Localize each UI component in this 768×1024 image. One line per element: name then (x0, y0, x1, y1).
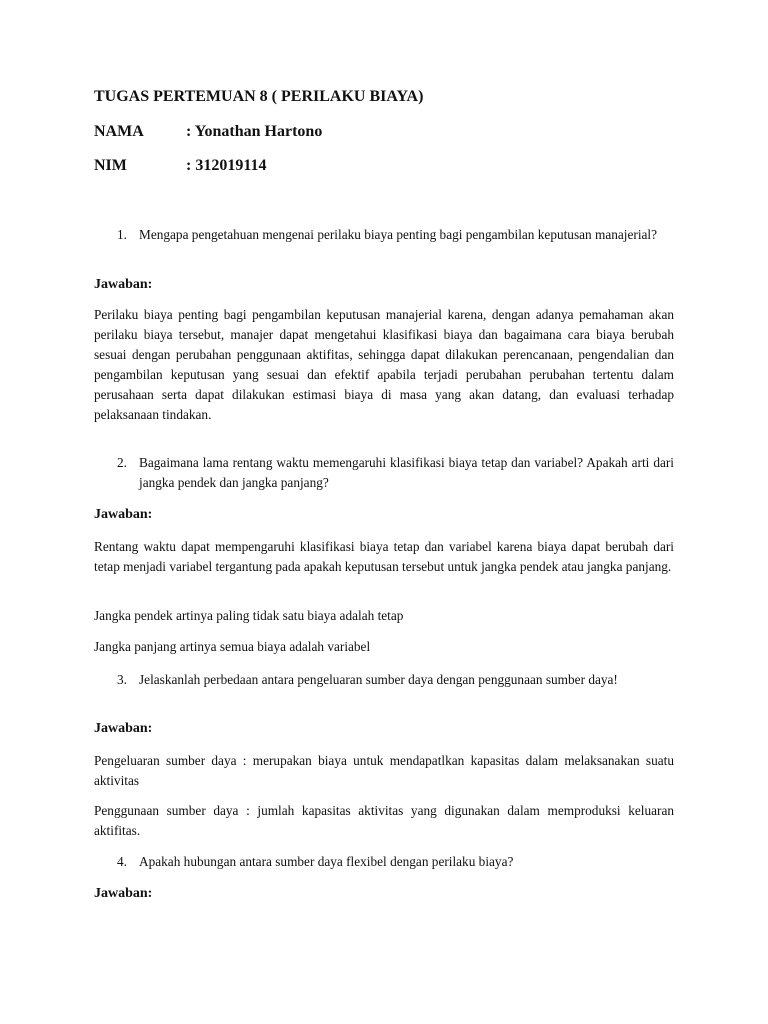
answer-paragraph: Jangka pendek artinya paling tidak satu biaya adalah tetap (94, 608, 404, 623)
question-number: 2. (117, 455, 127, 470)
answer-paragraph: Rentang waktu dapat mempengaruhi klasifikasi biaya tetap dan variabel karena biaya dapat berubah dari tetap menjadi variabel tergantung pada apakah keputusan tersebut untuk jangka pendek atau jangka panjang. (94, 539, 674, 574)
nama-label: NAMA (94, 123, 144, 140)
answer-paragraph: Penggunaan sumber daya : jumlah kapasitas aktivitas yang digunakan dalam memproduksi keluaran aktifitas. (94, 803, 674, 838)
nim-label: NIM (94, 157, 127, 174)
nim-value: : 312019114 (186, 157, 267, 174)
question-text: Jelaskanlah perbedaan antara pengeluaran sumber daya dengan penggunaan sumber daya! (139, 672, 618, 687)
question-text: Apakah hubungan antara sumber daya flexibel dengan perilaku biaya? (139, 854, 514, 869)
question-1 (117, 225, 674, 245)
question-3 (117, 670, 674, 690)
question-text: Mengapa pengetahuan mengenai perilaku biaya penting bagi pengambilan keputusan manajerial? (139, 227, 658, 242)
document-title: TUGAS PERTEMUAN 8 ( PERILAKU BIAYA) (94, 88, 424, 105)
answer-label: Jawaban: (94, 277, 153, 292)
answer-label: Jawaban: (94, 721, 153, 736)
nama-value: : Yonathan Hartono (186, 123, 323, 140)
answer-label: Jawaban: (94, 886, 153, 901)
question-number: 4. (117, 854, 127, 869)
answer-label: Jawaban: (94, 507, 153, 522)
question-2 (117, 453, 674, 493)
question-number: 3. (117, 672, 127, 687)
answer-paragraph: Pengeluaran sumber daya : merupakan biaya untuk mendapatlkan kapasitas dalam melaksanakan suatu aktivitas (94, 753, 674, 788)
question-number: 1. (117, 227, 127, 242)
answer-paragraph: Perilaku biaya penting bagi pengambilan keputusan manajerial karena, dengan adanya pemahaman akan perilaku biaya tersebut, manajer dapat mengetahui klasifikasi biaya dan bagaimana cara biaya berubah sesuai dengan perubahan penggunaan aktifitas, sehingga dapat dilakukan perencanaan, pengendalian dan pengambilan keputusan yang sesuai dan efektif apabila terjadi perubahan perubahan tertentu dalam perusahaan serta dapat dilakukan estimasi biaya di masa yang akan datang, dan evaluasi terhadap pelaksanaan tindakan. (94, 307, 674, 422)
question-text: Bagaimana lama rentang waktu memengaruhi klasifikasi biaya tetap dan variabel? Apakah arti dari jangka pendek dan jangka panjang? (139, 455, 674, 490)
question-4 (117, 852, 674, 872)
answer-paragraph: Jangka panjang artinya semua biaya adalah variabel (94, 639, 371, 654)
